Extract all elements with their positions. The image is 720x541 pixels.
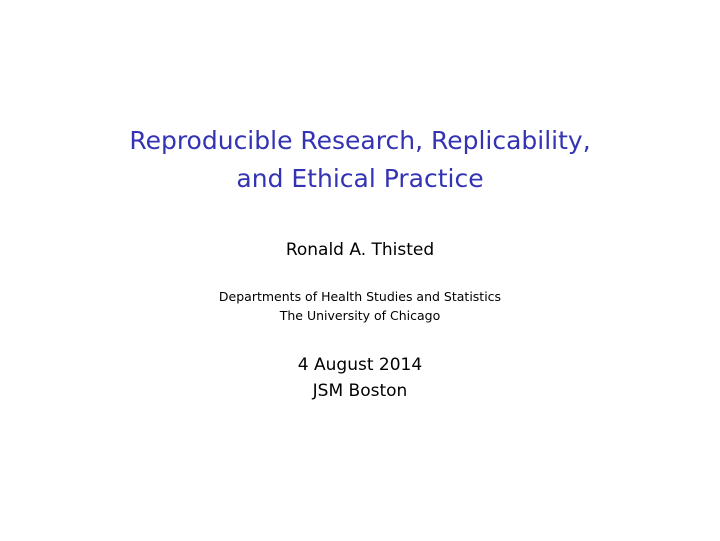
author-name: Ronald A. Thisted — [285, 240, 435, 260]
title-line-1: Reproducible Research, Replicability, — [129, 126, 591, 155]
slide-title — [0, 122, 720, 198]
institute-line-1: Departments of Health Studies and Statistics — [218, 289, 502, 304]
institute-line-2: The University of Chicago — [279, 308, 441, 323]
title-line-2: and Ethical Practice — [236, 164, 484, 193]
date-and-event — [0, 352, 720, 404]
event-name: JSM Boston — [312, 381, 408, 401]
presentation-date: 4 August 2014 — [297, 355, 423, 375]
institute — [0, 287, 720, 325]
